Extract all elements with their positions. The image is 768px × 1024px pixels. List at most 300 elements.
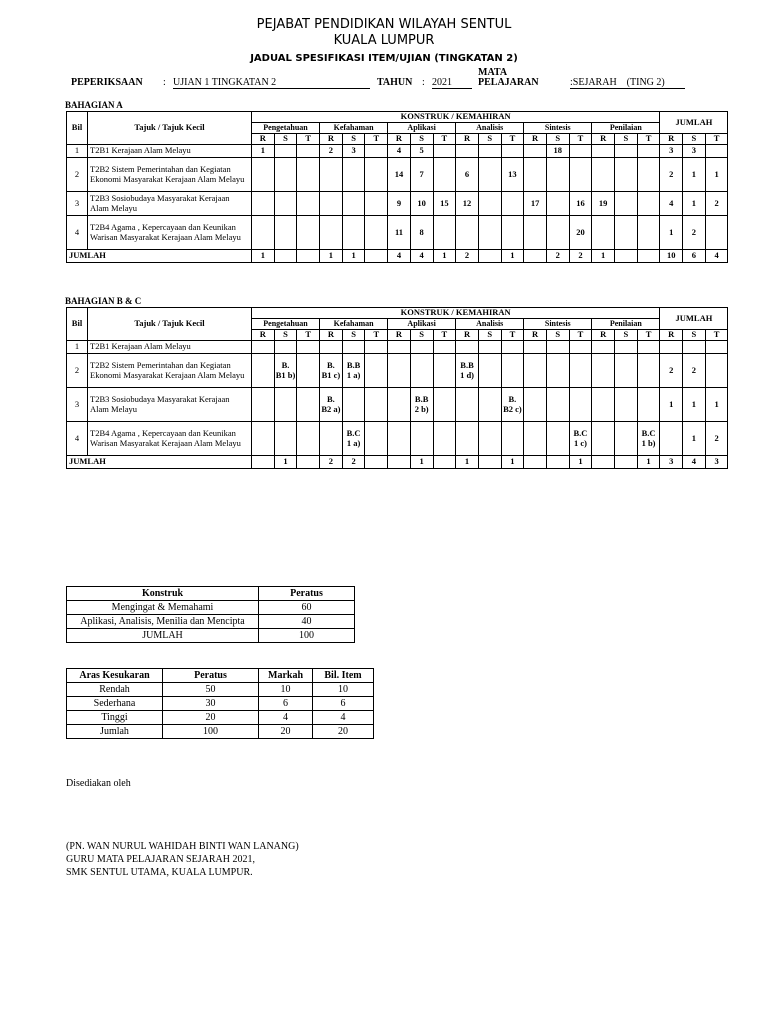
value-cell: B. B2 a) — [320, 388, 343, 422]
skill-header-aplikasi: Aplikasi — [388, 319, 456, 330]
total-cell — [637, 250, 660, 263]
value-cell — [252, 216, 275, 250]
value-cell — [660, 422, 683, 456]
value-cell: B.C 1 a) — [342, 422, 365, 456]
markah-cell: 4 — [259, 711, 313, 725]
total-cell: 4 — [683, 456, 706, 469]
office-title: PEJABAT PENDIDIKAN WILAYAH SENTUL — [256, 17, 512, 32]
value-cell — [456, 216, 479, 250]
value-cell — [388, 341, 411, 354]
value-cell: 7 — [410, 158, 433, 192]
value-cell — [410, 422, 433, 456]
total-cell: 6 — [683, 250, 706, 263]
total-cell: 3 — [705, 456, 728, 469]
total-cell — [524, 456, 547, 469]
value-cell — [320, 192, 343, 216]
value-cell: 2 — [683, 354, 706, 388]
table-row — [67, 615, 355, 629]
value-cell — [456, 388, 479, 422]
peratus-cell: 30 — [163, 697, 259, 711]
value-cell: B. B1 b) — [274, 354, 297, 388]
rst-header: R — [660, 134, 683, 145]
markah-cell: 20 — [259, 725, 313, 739]
peratus-cell: 40 — [259, 615, 355, 629]
value-cell — [637, 192, 660, 216]
tahun-value: 2021 — [432, 77, 472, 89]
value-cell — [274, 422, 297, 456]
aras-cell: Rendah — [67, 683, 163, 697]
rst-header: T — [637, 134, 660, 145]
value-cell — [569, 388, 592, 422]
rst-header: S — [683, 134, 706, 145]
value-cell: 1 — [705, 388, 728, 422]
total-cell: 1 — [252, 250, 275, 263]
value-cell — [546, 192, 569, 216]
value-cell — [433, 422, 456, 456]
total-cell: 1 — [320, 250, 343, 263]
value-cell — [342, 341, 365, 354]
skill-header-sintesis: Sintesis — [524, 123, 592, 134]
value-cell — [297, 388, 320, 422]
tahun-colon: : — [422, 77, 425, 88]
value-cell: B. B2 c) — [501, 388, 524, 422]
table-row — [67, 354, 728, 388]
value-cell — [365, 388, 388, 422]
value-cell: 4 — [388, 145, 411, 158]
rst-header: S — [478, 134, 501, 145]
value-cell — [524, 145, 547, 158]
rst-header: T — [569, 134, 592, 145]
skill-header-penilaian: Penilaian — [592, 319, 660, 330]
section-bc-title: BAHAGIAN B & C — [65, 296, 142, 306]
rst-header: R — [320, 134, 343, 145]
value-cell — [524, 388, 547, 422]
value-cell — [615, 388, 638, 422]
value-cell — [252, 158, 275, 192]
bil-cell: 2 — [67, 354, 88, 388]
city-title: KUALA LUMPUR — [333, 33, 435, 48]
value-cell — [592, 422, 615, 456]
peperiksaan-value: UJIAN 1 TINGKATAN 2 — [173, 77, 370, 89]
value-cell — [478, 388, 501, 422]
rst-header: S — [410, 134, 433, 145]
value-cell: 14 — [388, 158, 411, 192]
aras-header-row — [67, 669, 374, 683]
value-cell — [546, 422, 569, 456]
total-cell — [546, 456, 569, 469]
rst-header: S — [478, 330, 501, 341]
value-cell: B.C 1 b) — [637, 422, 660, 456]
value-cell: 10 — [410, 192, 433, 216]
table-row — [67, 192, 728, 216]
rst-header: R — [388, 134, 411, 145]
value-cell — [524, 341, 547, 354]
konstruk-cell: Aplikasi, Analisis, Menilia dan Mencipta — [67, 615, 259, 629]
rst-header: T — [637, 330, 660, 341]
value-cell — [501, 422, 524, 456]
topic-cell: T2B1 Kerajaan Alam Melayu — [88, 145, 252, 158]
rst-header: R — [524, 134, 547, 145]
value-cell — [592, 158, 615, 192]
value-cell: 1 — [252, 145, 275, 158]
topic-cell: T2B3 Sosiobudaya Masyarakat Kerajaan Alam Melayu — [88, 388, 252, 422]
value-cell — [592, 145, 615, 158]
value-cell: 4 — [660, 192, 683, 216]
value-cell: 3 — [683, 145, 706, 158]
total-cell — [274, 250, 297, 263]
value-cell — [252, 192, 275, 216]
value-cell: 6 — [456, 158, 479, 192]
value-cell — [297, 158, 320, 192]
mata-label: MATA — [478, 67, 508, 78]
value-cell — [252, 422, 275, 456]
value-cell — [365, 341, 388, 354]
value-cell — [410, 354, 433, 388]
value-cell — [637, 145, 660, 158]
value-cell — [297, 354, 320, 388]
value-cell: 2 — [320, 145, 343, 158]
value-cell: 15 — [433, 192, 456, 216]
total-cell: 1 — [274, 456, 297, 469]
total-cell: 2 — [456, 250, 479, 263]
table-row — [67, 683, 374, 697]
table-row — [67, 711, 374, 725]
value-cell — [433, 388, 456, 422]
total-cell: 4 — [410, 250, 433, 263]
rst-header: R — [456, 330, 479, 341]
header-row — [67, 112, 728, 123]
bil-item-cell: 4 — [313, 711, 374, 725]
rst-header: S — [342, 134, 365, 145]
total-cell: 1 — [569, 456, 592, 469]
jumlah-header: JUMLAH — [660, 112, 728, 134]
value-cell — [433, 158, 456, 192]
rst-header: T — [705, 134, 728, 145]
markah-header: Markah — [259, 669, 313, 683]
table-row — [67, 341, 728, 354]
peratus-cell: 20 — [163, 711, 259, 725]
skill-header-kefahaman: Kefahaman — [320, 319, 388, 330]
table-row — [67, 725, 374, 739]
total-cell: 10 — [660, 250, 683, 263]
value-cell — [433, 216, 456, 250]
total-cell — [365, 456, 388, 469]
bil-item-cell: 20 — [313, 725, 374, 739]
value-cell — [365, 145, 388, 158]
value-cell — [320, 158, 343, 192]
rst-header: R — [320, 330, 343, 341]
value-cell — [365, 158, 388, 192]
value-cell — [274, 158, 297, 192]
peperiksaan-colon: : — [163, 77, 166, 88]
skill-header-kefahaman: Kefahaman — [320, 123, 388, 134]
value-cell — [637, 216, 660, 250]
value-cell — [478, 341, 501, 354]
topic-cell: T2B4 Agama , Kepercayaan dan Keunikan Warisan Masyarakat Kerajaan Alam Melayu — [88, 422, 252, 456]
value-cell — [705, 341, 728, 354]
value-cell — [342, 158, 365, 192]
peratus-header: Peratus — [163, 669, 259, 683]
rst-header: T — [501, 330, 524, 341]
konstruk-table — [66, 586, 355, 643]
value-cell — [365, 192, 388, 216]
rst-header: S — [274, 134, 297, 145]
table-row — [67, 601, 355, 615]
value-cell: 3 — [660, 145, 683, 158]
value-cell — [456, 145, 479, 158]
value-cell — [410, 341, 433, 354]
value-cell — [569, 341, 592, 354]
rst-header: R — [252, 134, 275, 145]
value-cell: 1 — [660, 388, 683, 422]
value-cell: B.B 1 d) — [456, 354, 479, 388]
aras-cell: Tinggi — [67, 711, 163, 725]
value-cell — [501, 216, 524, 250]
peratus-cell: 50 — [163, 683, 259, 697]
total-cell — [478, 250, 501, 263]
value-cell — [320, 216, 343, 250]
skill-header-sintesis: Sintesis — [524, 319, 592, 330]
value-cell: 1 — [683, 158, 706, 192]
aras-kesukaran-table — [66, 668, 374, 739]
value-cell — [705, 216, 728, 250]
rst-header: S — [615, 134, 638, 145]
total-cell: 2 — [546, 250, 569, 263]
value-cell — [297, 216, 320, 250]
value-cell — [365, 422, 388, 456]
value-cell: 1 — [660, 216, 683, 250]
value-cell — [388, 422, 411, 456]
value-cell — [342, 192, 365, 216]
value-cell — [297, 341, 320, 354]
total-cell: 1 — [342, 250, 365, 263]
total-cell: 1 — [501, 456, 524, 469]
skill-header-aplikasi: Aplikasi — [388, 123, 456, 134]
value-cell: 1 — [683, 192, 706, 216]
value-cell: 9 — [388, 192, 411, 216]
value-cell — [433, 354, 456, 388]
total-cell — [524, 250, 547, 263]
school-name: SMK SENTUL UTAMA, KUALA LUMPUR. — [66, 867, 253, 878]
topic-cell: T2B2 Sistem Pemerintahan dan Kegiatan Ekonomi Masyarakat Kerajaan Alam Melayu — [88, 158, 252, 192]
rst-header: T — [365, 330, 388, 341]
aras-header: Aras Kesukaran — [67, 669, 163, 683]
aras-cell: Sederhana — [67, 697, 163, 711]
value-cell — [546, 216, 569, 250]
rst-header: R — [456, 134, 479, 145]
total-cell: 3 — [660, 456, 683, 469]
teacher-position: GURU MATA PELAJARAN SEJARAH 2021, — [66, 854, 255, 865]
rst-header: R — [592, 330, 615, 341]
value-cell: 11 — [388, 216, 411, 250]
table-row — [67, 422, 728, 456]
table-row — [67, 216, 728, 250]
value-cell — [478, 422, 501, 456]
value-cell — [478, 354, 501, 388]
rst-header: S — [683, 330, 706, 341]
value-cell — [342, 388, 365, 422]
value-cell — [683, 341, 706, 354]
peratus-cell: 100 — [259, 629, 355, 643]
value-cell: B.C 1 c) — [569, 422, 592, 456]
value-cell — [569, 145, 592, 158]
value-cell — [569, 158, 592, 192]
value-cell — [456, 422, 479, 456]
konstruk-header: KONSTRUK / KEMAHIRAN — [252, 308, 660, 319]
table-row — [67, 145, 728, 158]
value-cell — [615, 158, 638, 192]
value-cell — [615, 145, 638, 158]
total-cell: 1 — [592, 250, 615, 263]
rst-header: T — [433, 330, 456, 341]
topic-cell: T2B1 Kerajaan Alam Melayu — [88, 341, 252, 354]
value-cell: 17 — [524, 192, 547, 216]
peratus-header: Peratus — [259, 587, 355, 601]
value-cell — [252, 354, 275, 388]
pelajaran-label: PELAJARAN — [478, 77, 539, 88]
total-cell: 1 — [410, 456, 433, 469]
bil-item-cell: 10 — [313, 683, 374, 697]
total-cell: 2 — [342, 456, 365, 469]
peratus-cell: 100 — [163, 725, 259, 739]
value-cell — [592, 341, 615, 354]
total-cell: 4 — [388, 250, 411, 263]
tahun-label: TAHUN — [377, 77, 413, 88]
value-cell: 1 — [683, 388, 706, 422]
value-cell — [637, 354, 660, 388]
markah-cell: 10 — [259, 683, 313, 697]
value-cell — [501, 192, 524, 216]
value-cell — [637, 158, 660, 192]
total-label: JUMLAH — [67, 456, 252, 469]
value-cell: B. B1 c) — [320, 354, 343, 388]
value-cell — [615, 341, 638, 354]
value-cell — [320, 422, 343, 456]
value-cell — [478, 145, 501, 158]
value-cell — [342, 216, 365, 250]
value-cell — [501, 341, 524, 354]
value-cell — [501, 145, 524, 158]
section-bc-table — [66, 307, 728, 469]
value-cell: B.B 2 b) — [410, 388, 433, 422]
tajuk-header: Tajuk / Tajuk Kecil — [88, 112, 252, 145]
rst-header: S — [342, 330, 365, 341]
value-cell: 13 — [501, 158, 524, 192]
value-cell — [252, 388, 275, 422]
konstruk-cell: JUMLAH — [67, 629, 259, 643]
total-cell — [388, 456, 411, 469]
total-cell — [365, 250, 388, 263]
table-row — [67, 388, 728, 422]
rst-header: T — [705, 330, 728, 341]
value-cell — [478, 158, 501, 192]
total-cell: 1 — [637, 456, 660, 469]
total-label: JUMLAH — [67, 250, 252, 263]
value-cell: 16 — [569, 192, 592, 216]
tajuk-header: Tajuk / Tajuk Kecil — [88, 308, 252, 341]
value-cell — [592, 388, 615, 422]
value-cell: 2 — [705, 422, 728, 456]
bil-header: Bil — [67, 112, 88, 145]
value-cell — [569, 354, 592, 388]
value-cell — [524, 354, 547, 388]
value-cell: 1 — [705, 158, 728, 192]
rst-header: R — [592, 134, 615, 145]
value-cell — [524, 158, 547, 192]
total-cell: 1 — [501, 250, 524, 263]
rst-header: R — [388, 330, 411, 341]
value-cell: 2 — [660, 158, 683, 192]
value-cell — [637, 388, 660, 422]
skill-header-analisis: Analisis — [456, 319, 524, 330]
value-cell — [433, 341, 456, 354]
bil-cell: 3 — [67, 388, 88, 422]
value-cell — [478, 192, 501, 216]
value-cell — [615, 422, 638, 456]
total-cell — [478, 456, 501, 469]
value-cell: 5 — [410, 145, 433, 158]
rst-header: T — [433, 134, 456, 145]
value-cell — [252, 341, 275, 354]
total-cell: 4 — [705, 250, 728, 263]
bil-header: Bil — [67, 308, 88, 341]
value-cell — [320, 341, 343, 354]
total-cell: 1 — [456, 456, 479, 469]
value-cell — [501, 354, 524, 388]
header-row — [67, 308, 728, 319]
document-subtitle: JADUAL SPESIFIKASI ITEM/UJIAN (TINGKATAN 2) — [250, 53, 518, 64]
rst-header: R — [524, 330, 547, 341]
rst-header: S — [615, 330, 638, 341]
value-cell: 19 — [592, 192, 615, 216]
rst-header: T — [501, 134, 524, 145]
total-cell — [433, 456, 456, 469]
total-cell — [615, 250, 638, 263]
value-cell — [546, 354, 569, 388]
peperiksaan-label: PEPERIKSAAN — [71, 77, 143, 88]
skill-header-penilaian: Penilaian — [592, 123, 660, 134]
section-a-table — [66, 111, 728, 263]
bil-item-header: Bil. Item — [313, 669, 374, 683]
bil-cell: 1 — [67, 145, 88, 158]
rst-header: S — [274, 330, 297, 341]
value-cell: 2 — [705, 192, 728, 216]
total-cell — [252, 456, 275, 469]
value-cell — [274, 216, 297, 250]
value-cell — [660, 341, 683, 354]
total-cell: 2 — [320, 456, 343, 469]
total-cell — [615, 456, 638, 469]
value-cell: 1 — [683, 422, 706, 456]
skill-header-pengetahuan: Pengetahuan — [252, 123, 320, 134]
value-cell — [637, 341, 660, 354]
peratus-cell: 60 — [259, 601, 355, 615]
prepared-by-label: Disediakan oleh — [66, 778, 131, 789]
value-cell — [705, 145, 728, 158]
value-cell: 3 — [342, 145, 365, 158]
value-cell — [365, 354, 388, 388]
value-cell: 20 — [569, 216, 592, 250]
konstruk-header: Konstruk — [67, 587, 259, 601]
markah-cell: 6 — [259, 697, 313, 711]
bil-cell: 1 — [67, 341, 88, 354]
total-cell — [297, 456, 320, 469]
value-cell — [592, 354, 615, 388]
value-cell: B.B 1 a) — [342, 354, 365, 388]
jumlah-header: JUMLAH — [660, 308, 728, 330]
rst-header: R — [660, 330, 683, 341]
section-a-title: BAHAGIAN A — [65, 100, 123, 110]
